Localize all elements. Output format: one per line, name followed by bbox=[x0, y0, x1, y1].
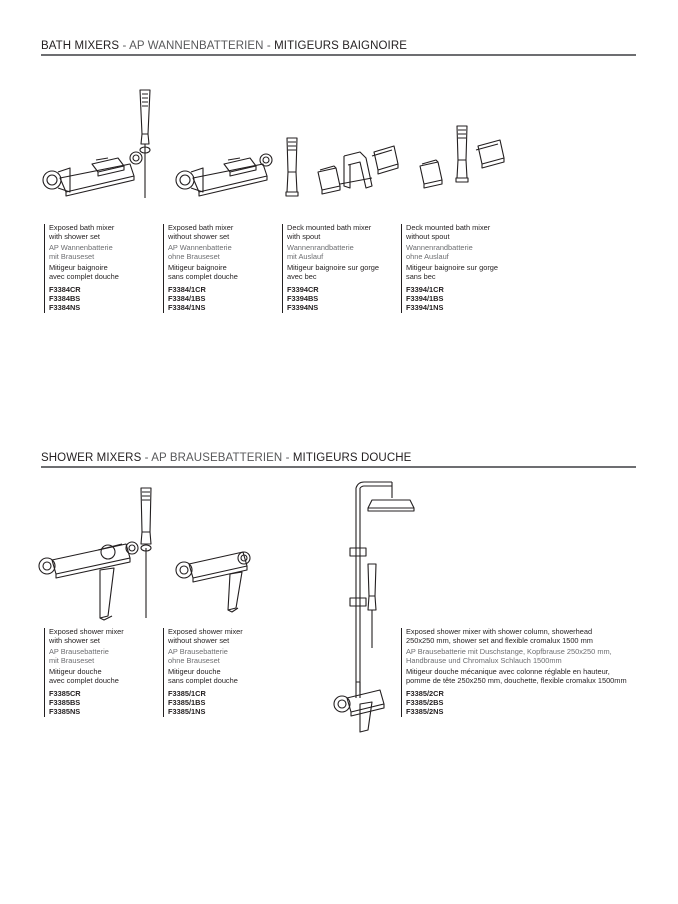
shower-title-fr: MITIGEURS DOUCHE bbox=[292, 452, 412, 464]
shower-product-3-de-line-1: AP Brausebatterie mit Duschstange, Kopfbrause 250x250 mm, bbox=[406, 647, 612, 657]
bath-product-3-fr-line-1: Mitigeur baignoire sur gorge bbox=[287, 263, 380, 273]
bath-product-4-en-line-1: Deck mounted bath mixer bbox=[406, 223, 491, 232]
bath-title-de: AP WANNENBATTERIEN bbox=[129, 40, 264, 52]
bath-illustrations bbox=[0, 80, 678, 220]
bath-product-3-code-2: F3394BS bbox=[287, 293, 319, 303]
bath-product-2-en-line-2: without shower set bbox=[168, 231, 230, 241]
bath-product-4-code-3: F3394/1NS bbox=[406, 303, 444, 313]
shower-product-3-code-3: F3385/2NS bbox=[406, 707, 444, 717]
bath-product-4-en-line-2: without spout bbox=[406, 231, 450, 241]
shower-title-en: SHOWER MIXERS bbox=[41, 452, 142, 464]
bath-product-2-code-3: F3384/1NS bbox=[168, 303, 206, 313]
shower-product-3-code-2: F3385/2BS bbox=[406, 697, 444, 707]
bath-product-4-caption bbox=[401, 224, 524, 313]
deck-mixer-illustration bbox=[420, 126, 504, 188]
bath-title-en: BATH MIXERS bbox=[41, 40, 120, 52]
bath-product-1-de-line-1: AP Wannenbatterie bbox=[49, 243, 113, 253]
bath-product-3-caption bbox=[282, 224, 402, 313]
bath-product-1-de-line-2: mit Brauseset bbox=[49, 251, 95, 261]
bath-product-3-de-line-2: mit Auslauf bbox=[287, 251, 324, 261]
bath-product-3-code-1: F3394CR bbox=[287, 284, 319, 294]
shower-product-3-fr-line-2: pomme de tête 250x250 mm, douchette, flexible cromalux 1500mm bbox=[406, 675, 627, 685]
shower-product-2-en-line-2: without shower set bbox=[168, 635, 230, 645]
bath-title-fr: MITIGEURS BAIGNOIRE bbox=[274, 40, 408, 52]
bath-product-1-code-1: F3384CR bbox=[49, 284, 81, 294]
bath-product-2-fr-line-1: Mitigeur baignoire bbox=[168, 263, 227, 273]
bath-product-4-fr-line-1: Mitigeur baignoire sur gorge bbox=[406, 263, 499, 273]
shower-product-2-fr-line-2: sans complet douche bbox=[168, 675, 238, 685]
shower-product-2-code-2: F3385/1BS bbox=[168, 697, 206, 707]
bath-product-2-fr-line-2: sans complet douche bbox=[168, 271, 238, 281]
bath-product-1-en-line-2: with shower set bbox=[49, 231, 100, 241]
shower-product-1-de-line-1: AP Brausebatterie bbox=[49, 647, 109, 657]
shower-product-3-de-line-2: Handbrause und Chromalux Schlauch 1500mm bbox=[406, 655, 562, 665]
shower-title-de: AP BRAUSEBATTERIEN bbox=[151, 452, 283, 464]
shower-product-1-caption bbox=[44, 628, 161, 717]
bath-product-1-fr-line-2: avec complet douche bbox=[49, 271, 119, 281]
shower-product-1-code-2: F3385BS bbox=[49, 697, 81, 707]
bath-product-4-de-line-1: Wannenrandbatterie bbox=[406, 243, 473, 253]
shower-product-2-de-line-1: AP Brausebatterie bbox=[168, 647, 228, 657]
bath-section-rule bbox=[41, 54, 636, 56]
shower-product-1-fr-line-1: Mitigeur douche bbox=[49, 667, 102, 677]
bath-product-3-code-3: F3394NS bbox=[287, 303, 319, 313]
bath-product-1-code-3: F3384NS bbox=[49, 303, 81, 313]
bath-product-2-en-line-1: Exposed bath mixer bbox=[168, 223, 234, 232]
shower-product-2-en-line-1: Exposed shower mixer bbox=[168, 627, 243, 636]
bath-product-1-caption bbox=[44, 224, 161, 313]
shower-product-1-fr-line-2: avec complet douche bbox=[49, 675, 119, 685]
bath-product-1-fr-line-1: Mitigeur baignoire bbox=[49, 263, 108, 273]
bath-product-4-fr-line-2: sans bec bbox=[406, 271, 436, 281]
bath-title-sep1: - bbox=[119, 40, 130, 52]
shower-product-3-en-line-1: Exposed shower mixer with shower column, showerhead bbox=[406, 627, 593, 636]
shower-product-2-code-1: F3385/1CR bbox=[168, 688, 206, 698]
shower-product-1-en-line-2: with shower set bbox=[49, 635, 100, 645]
shower-product-3-fr-line-1: Mitigeur douche mécanique avec colonne réglable en hauteur, bbox=[406, 667, 610, 677]
shower-product-2-de-line-2: ohne Brauseset bbox=[168, 655, 220, 665]
bath-product-2-de-line-1: AP Wannenbatterie bbox=[168, 243, 232, 253]
bath-title-sep2: - bbox=[263, 40, 275, 52]
shower-title-sep2: - bbox=[282, 452, 293, 464]
shower-product-2-fr-line-1: Mitigeur douche bbox=[168, 667, 221, 677]
bath-product-4-de-line-2: ohne Auslauf bbox=[406, 251, 449, 261]
shower-product-2-code-3: F3385/1NS bbox=[168, 707, 206, 717]
bath-product-4-code-2: F3394/1BS bbox=[406, 293, 444, 303]
bath-mixer-with-shower-illustration bbox=[43, 90, 150, 198]
bath-product-1-en-line-1: Exposed bath mixer bbox=[49, 223, 115, 232]
shower-product-1-en-line-1: Exposed shower mixer bbox=[49, 627, 124, 636]
shower-product-3-caption bbox=[401, 628, 638, 717]
bath-product-2-code-2: F3384/1BS bbox=[168, 293, 206, 303]
bath-product-3-de-line-1: Wannenrandbatterie bbox=[287, 243, 354, 253]
deck-mixer-with-spout-illustration bbox=[286, 138, 398, 196]
shower-product-1-de-line-2: mit Brauseset bbox=[49, 655, 95, 665]
bath-mixer-illustration bbox=[176, 154, 272, 196]
shower-product-3-en-line-2: 250x250 mm, shower set and flexible cromalux 1500 mm bbox=[406, 635, 593, 645]
bath-product-3-fr-line-2: avec bec bbox=[287, 271, 317, 281]
shower-product-1-code-3: F3385NS bbox=[49, 707, 81, 717]
shower-mixer-illustration bbox=[176, 552, 250, 612]
shower-product-2-caption bbox=[163, 628, 280, 717]
shower-section-rule bbox=[41, 466, 636, 468]
bath-product-3-en-line-1: Deck mounted bath mixer bbox=[287, 223, 372, 232]
bath-product-1-code-2: F3384BS bbox=[49, 293, 81, 303]
shower-title-sep1: - bbox=[141, 452, 152, 464]
bath-product-2-code-1: F3384/1CR bbox=[168, 284, 206, 294]
bath-section-title bbox=[41, 40, 636, 52]
bath-product-4-code-1: F3394/1CR bbox=[406, 284, 444, 294]
shower-section-title bbox=[41, 452, 636, 464]
shower-product-1-code-1: F3385CR bbox=[49, 688, 81, 698]
shower-product-3-code-1: F3385/2CR bbox=[406, 688, 444, 698]
shower-mixer-with-shower-illustration bbox=[39, 488, 151, 620]
bath-product-2-de-line-2: ohne Brauseset bbox=[168, 251, 220, 261]
bath-product-3-en-line-2: with spout bbox=[287, 231, 321, 241]
bath-product-2-caption bbox=[163, 224, 280, 313]
